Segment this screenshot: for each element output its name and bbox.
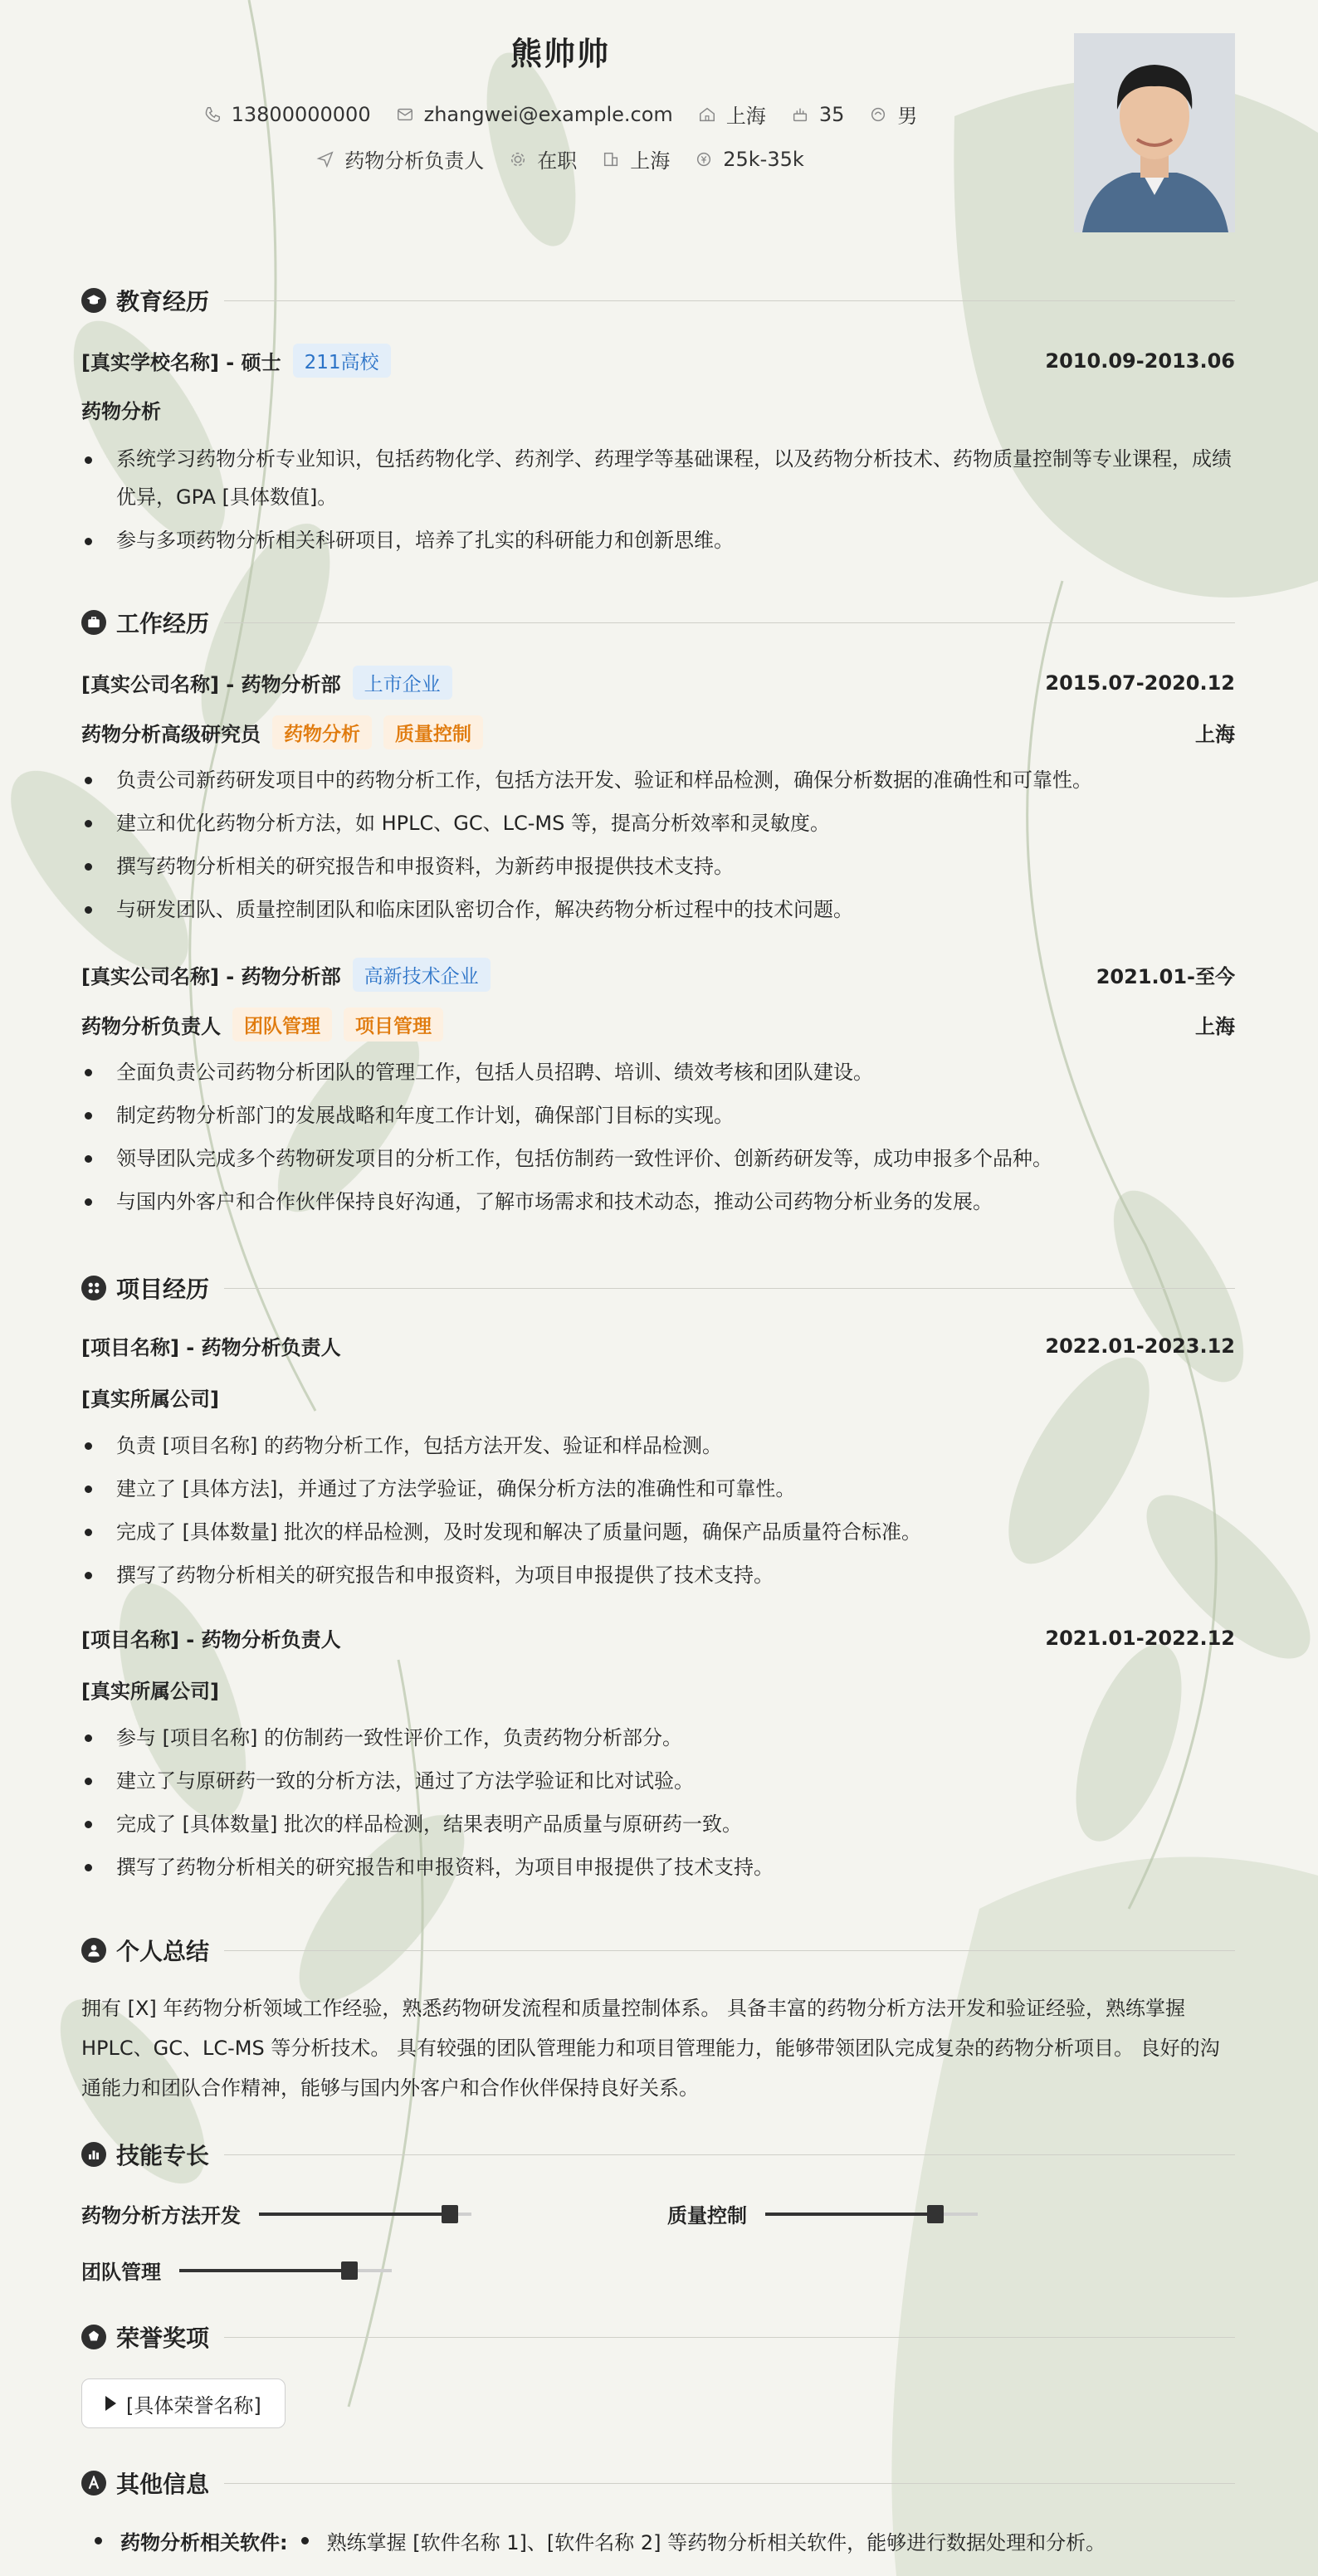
skill-level-fill (179, 2269, 349, 2272)
target-job-text: 药物分析负责人 (344, 149, 485, 173)
list-item: 撰写药物分析相关的研究报告和申报资料，为新药申报提供技术支持。 (81, 845, 1235, 888)
gear-icon (509, 150, 527, 168)
school-name: [真实学校名称] - 硕士 (81, 351, 281, 374)
gender-text: 男 (897, 105, 918, 128)
position-name: 药物分析负责人 (81, 1015, 221, 1038)
target-city-text: 上海 (630, 149, 671, 173)
company-name: [真实公司名称] - 药物分析部 (81, 965, 341, 988)
bullet-dot (301, 2537, 309, 2544)
school-tag: 211高校 (293, 344, 391, 378)
skill-level-fill (259, 2213, 450, 2216)
list-item: 参与多项药物分析相关科研项目，培养了扎实的科研能力和创新思维。 (81, 521, 1235, 559)
skill-name: 药物分析方法开发 (81, 2204, 241, 2227)
skill-level-bar (765, 2213, 978, 2216)
summary-text: 拥有 [X] 年药物分析领域工作经验，熟悉药物研发流程和质量控制体系。 具备丰富的药物分析方法开发和验证经验，熟练掌握 HPLC、GC、LC-MS 等分析技术。 具有较强的团队管理能力和项目管理能力，能够带领团队完成复杂的药物分析项目。 良好的沟通能力和团队合作精神，能够与国内外客户和合作伙伴保持良好关系。 (81, 1997, 1220, 2100)
summary-section-header (81, 1934, 1235, 1967)
work-bullets-1 (81, 759, 1235, 931)
skill-name: 团队管理 (81, 2261, 161, 2284)
mail-icon (396, 105, 414, 124)
avatar (1074, 33, 1235, 232)
project-date: 2022.01-2023.12 (1045, 1334, 1235, 1358)
list-item: 建立了 [具体方法]，并通过了方法学验证，确保分析方法的准确性和可靠性。 (81, 1467, 1235, 1510)
projects-section-header (81, 1271, 1235, 1305)
list-item: 建立和优化药物分析方法，如 HPLC、GC、LC-MS 等，提高分析效率和灵敏度。 (81, 802, 1235, 845)
salary-text: 25k-35k (723, 147, 804, 171)
skill-item (81, 2256, 392, 2285)
phone-icon (203, 105, 222, 124)
section-divider (224, 2337, 1235, 2338)
home-icon (698, 105, 716, 124)
work-bullets-2 (81, 1051, 1235, 1223)
list-item: 负责公司新药研发项目中的药物分析工作，包括方法开发、验证和样品检测，确保分析数据的准确性和可靠性。 (81, 759, 1235, 802)
project-bullets-1 (81, 1424, 1235, 1597)
project-company-row-1 (81, 1383, 1235, 1412)
other-title: 其他信息 (116, 2471, 210, 2498)
project-name: [项目名称] - 药物分析负责人 (81, 1336, 341, 1359)
phone-item (203, 103, 371, 126)
skill-item (81, 2199, 471, 2228)
section-divider (224, 1288, 1235, 1289)
company-tag: 高新技术企业 (353, 958, 491, 992)
skill-level-knob (442, 2205, 458, 2223)
phone-text: 13800000000 (231, 102, 371, 126)
work-company-row-1 (81, 666, 1235, 700)
project-name-row-2 (81, 1623, 1235, 1652)
list-item: 系统学习药物分析专业知识，包括药物化学、药剂学、药理学等基础课程，以及药物分析技术、药物质量控制等专业课程，成绩优异，GPA [具体数值]。 (81, 440, 1235, 516)
work-city: 上海 (1195, 723, 1235, 746)
list-item: 建立了与原研药一致的分析方法，通过了方法学验证和比对试验。 (81, 1759, 1235, 1803)
graduation-cap-icon (81, 288, 106, 313)
project-date: 2021.01-2022.12 (1045, 1626, 1235, 1650)
gender-icon (869, 105, 887, 124)
money-icon (695, 150, 713, 168)
company-tag: 上市企业 (353, 666, 452, 700)
section-divider (224, 2483, 1235, 2484)
email-text: zhangwei@example.com (423, 102, 673, 126)
skill-level-fill (765, 2213, 935, 2216)
project-bullets-2 (81, 1716, 1235, 1889)
education-school-row (81, 344, 1235, 378)
profile-photo (1074, 33, 1235, 232)
building-icon (602, 150, 620, 168)
project-name-row-1 (81, 1331, 1235, 1360)
other-section-header (81, 2466, 1235, 2500)
briefcase-icon (81, 610, 106, 635)
gender-item (869, 100, 917, 129)
major-name: 药物分析 (81, 400, 161, 423)
contact-row (0, 100, 1120, 129)
bullet-dot (95, 2537, 102, 2544)
list-item: 全面负责公司药物分析团队的管理工作，包括人员招聘、培训、绩效考核和团队建设。 (81, 1051, 1235, 1094)
age-item (791, 103, 845, 126)
location-item (698, 100, 766, 129)
work-company-row-2 (81, 958, 1235, 992)
email-item (396, 103, 673, 126)
work-date: 2021.01-至今 (1096, 965, 1235, 988)
skill-level-knob (341, 2261, 358, 2280)
honor-item-toggle[interactable] (81, 2378, 286, 2428)
skill-level-bar (259, 2213, 471, 2216)
skill-tag: 药物分析 (272, 715, 372, 749)
skill-name: 质量控制 (667, 2204, 747, 2227)
list-item: 与研发团队、质量控制团队和临床团队密切合作，解决药物分析过程中的技术问题。 (81, 888, 1235, 931)
education-section-header (81, 284, 1235, 317)
skill-tag: 项目管理 (344, 1007, 443, 1042)
projects-title: 项目经历 (116, 1276, 210, 1303)
target-city-item (602, 144, 670, 173)
age-text: 35 (818, 102, 845, 126)
honors-section-header (81, 2320, 1235, 2354)
skills-title: 技能专长 (116, 2142, 210, 2169)
skill-level-knob (927, 2205, 944, 2223)
education-date: 2010.09-2013.06 (1045, 349, 1235, 373)
grid-icon (81, 1276, 106, 1300)
chart-icon (81, 2142, 106, 2167)
work-position-row-1 (81, 715, 1235, 749)
section-divider (224, 1950, 1235, 1951)
play-icon (105, 2396, 116, 2411)
location-text: 上海 (725, 105, 766, 128)
skill-item (667, 2199, 978, 2228)
company-name: [真实公司名称] - 药物分析部 (81, 673, 341, 696)
award-icon (81, 2325, 106, 2349)
skill-tag: 团队管理 (232, 1007, 332, 1042)
status-text: 在职 (537, 149, 578, 173)
work-section-header (81, 606, 1235, 639)
letter-a-icon (81, 2471, 106, 2496)
skills-section-header (81, 2138, 1235, 2171)
list-item: 与国内外客户和合作伙伴保持良好沟通，了解市场需求和技术动态，推动公司药物分析业务的发展。 (81, 1180, 1235, 1223)
list-item: 制定药物分析部门的发展战略和年度工作计划，确保部门目标的实现。 (81, 1094, 1235, 1137)
list-item: 完成了 [具体数量] 批次的样品检测，结果表明产品质量与原研药一致。 (81, 1803, 1235, 1846)
skill-level-bar (179, 2269, 392, 2272)
position-name: 药物分析高级研究员 (81, 723, 261, 746)
other-info-row (81, 2526, 1235, 2555)
salary-item (695, 148, 804, 171)
honors-title: 荣誉奖项 (116, 2325, 210, 2352)
other-text: 熟练掌握 [软件名称 1]、[软件名称 2] 等药物分析相关软件，能够进行数据处理和分析。 (326, 2531, 1106, 2554)
list-item: 领导团队完成多个药物研发项目的分析工作，包括仿制药一致性评价、创新药研发等，成功申报多个品种。 (81, 1137, 1235, 1180)
cake-icon (791, 105, 809, 124)
work-city: 上海 (1195, 1015, 1235, 1038)
project-company: [真实所属公司] (81, 1680, 219, 1703)
section-divider (224, 2154, 1235, 2155)
list-item: 负责 [项目名称] 的药物分析工作，包括方法开发、验证和样品检测。 (81, 1424, 1235, 1467)
project-company-row-2 (81, 1675, 1235, 1704)
list-item: 撰写了药物分析相关的研究报告和申报资料，为项目申报提供了技术支持。 (81, 1846, 1235, 1889)
education-title: 教育经历 (116, 288, 210, 315)
candidate-name: 熊帅帅 (510, 36, 610, 72)
list-item: 完成了 [具体数量] 批次的样品检测，及时发现和解决了质量问题，确保产品质量符合标准。 (81, 1510, 1235, 1554)
honor-name: [具体荣誉名称] (126, 2393, 261, 2417)
project-name: [项目名称] - 药物分析负责人 (81, 1628, 341, 1651)
job-intent-row (0, 144, 1120, 173)
education-bullets (81, 440, 1235, 559)
work-date: 2015.07-2020.12 (1045, 671, 1235, 695)
other-label: 药物分析相关软件: (120, 2531, 288, 2554)
section-divider (224, 622, 1235, 623)
summary-title: 个人总结 (116, 1938, 210, 1965)
target-job-item (316, 144, 484, 173)
education-major-row (81, 395, 1235, 424)
work-title: 工作经历 (116, 610, 210, 637)
status-item (509, 144, 577, 173)
work-position-row-2 (81, 1007, 1235, 1042)
user-icon (81, 1938, 106, 1963)
list-item: 参与 [项目名称] 的仿制药一致性评价工作，负责药物分析部分。 (81, 1716, 1235, 1759)
send-icon (316, 150, 334, 168)
list-item: 撰写了药物分析相关的研究报告和申报资料，为项目申报提供了技术支持。 (81, 1554, 1235, 1597)
project-company: [真实所属公司] (81, 1388, 219, 1411)
skill-tag: 质量控制 (383, 715, 483, 749)
section-divider (224, 300, 1235, 301)
